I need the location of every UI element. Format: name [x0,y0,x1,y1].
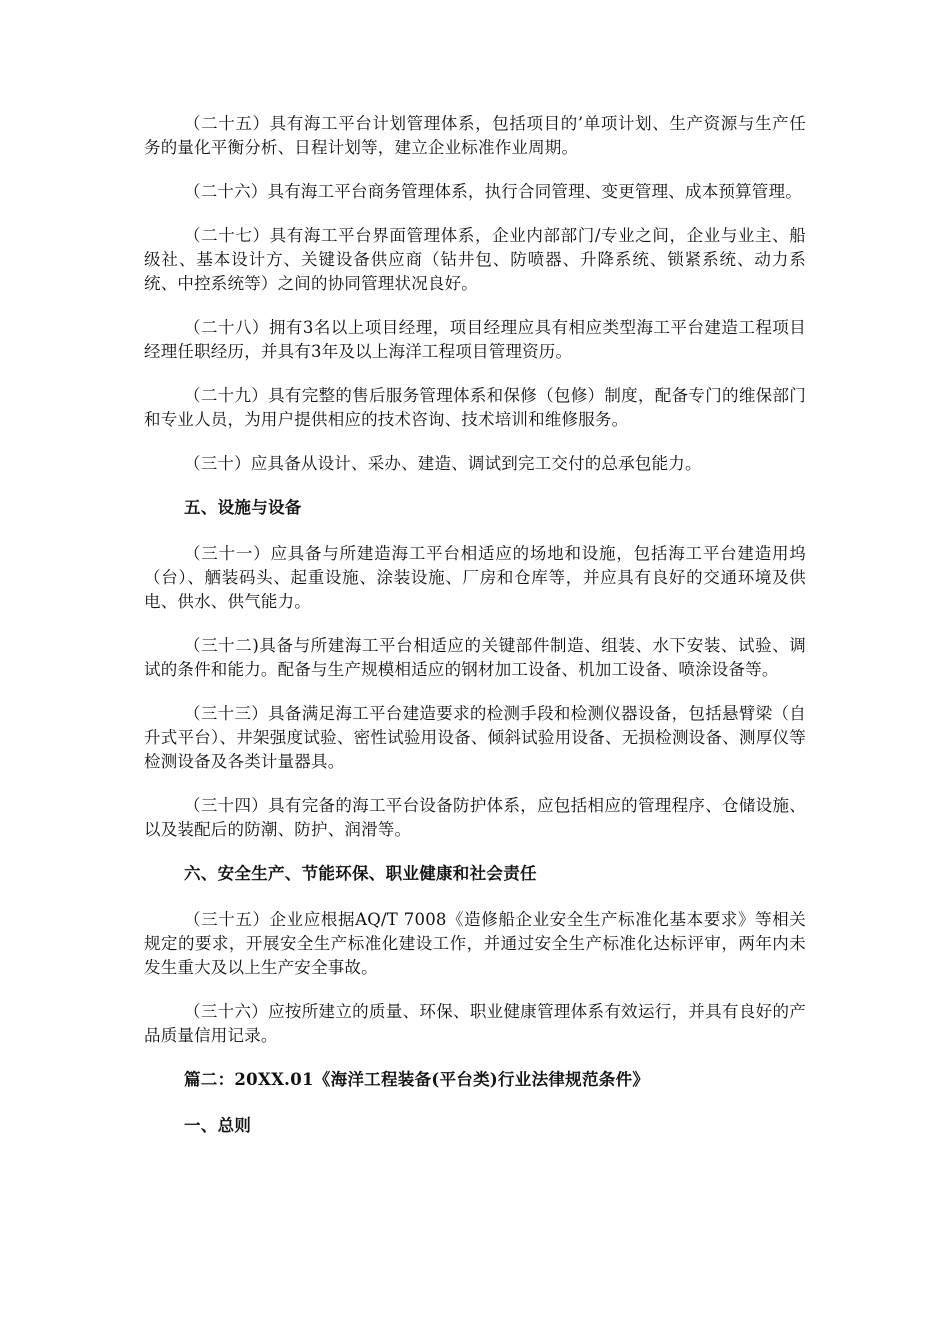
clause-26: （二十六）具有海工平台商务管理体系，执行合同管理、变更管理、成本预算管理。 [184,182,802,201]
clause-31: （三十一）应具备与所建造海工平台相适应的场地和设施，包括海工平台建造用坞（台）、舾装码头、起重设施、涂装设施、厂房和仓库等，并应具有良好的交通环境及供电、供水、供气能力。 [144,544,806,611]
section-heading-facilities: 五、设施与设备 [184,498,302,517]
clause-25: （二十五）具有海工平台计划管理体系，包括项目的’单项计划、生产资源与生产任务的量化平衡分析、日程计划等，建立企业标准作业周期。 [144,114,806,157]
article-two-title: 篇二：20XX.01《海洋工程装备(平台类)行业法律规范条件》 [184,1070,650,1089]
section-heading-safety: 六、安全生产、节能环保、职业健康和社会责任 [184,864,537,883]
document-body [144,112,806,1160]
clause-29: （二十九）具有完整的售后服务管理体系和保修（包修）制度，配备专门的维保部门和专业人员，为用户提供相应的技术咨询、技术培训和维修服务。 [144,386,806,429]
clause-35: （三十五）企业应根据AQ/T 7008《造修船企业安全生产标准化基本要求》等相关规定的要求，开展安全生产标准化建设工作，并通过安全生产标准化达标评审，两年内未发生重大及以上生产安全事故。 [144,910,806,977]
clause-30: （三十）应具备从设计、采办、建造、调试到完工交付的总承包能力。 [184,454,702,473]
clause-32: （三十二)具备与所建海工平台相适应的关键部件制造、组装、水下安装、试验、调试的条件和能力。配备与生产规模相适应的钢材加工设备、机加工设备、喷涂设备等。 [144,636,806,679]
clause-36: （三十六）应按所建立的质量、环保、职业健康管理体系有效运行，并具有良好的产品质量信用记录。 [144,1002,806,1045]
clause-28: （二十八）拥有3名以上项目经理，项目经理应具有相应类型海工平台建造工程项目经理任职经历，并具有3年及以上海洋工程项目管理资历。 [144,318,806,361]
clause-27: （二十七）具有海工平台界面管理体系，企业内部部门/专业之间，企业与业主、船级社、基本设计方、关键设备供应商（钻井包、防喷器、升降系统、锁紧系统、动力系统、中控系统等）之间的协同管理状况良好。 [144,226,806,293]
clause-34: （三十四）具有完备的海工平台设备防护体系，应包括相应的管理程序、仓储设施、以及装配后的防潮、防护、润滑等。 [144,796,806,839]
section-heading-general: 一、总则 [184,1116,252,1135]
clause-33: （三十三）具备满足海工平台建造要求的检测手段和检测仪器设备，包括悬臂梁（自升式平台）、井架强度试验、密性试验用设备、倾斜试验用设备、无损检测设备、测厚仪等检测设备及各类计量器具。 [144,704,806,771]
